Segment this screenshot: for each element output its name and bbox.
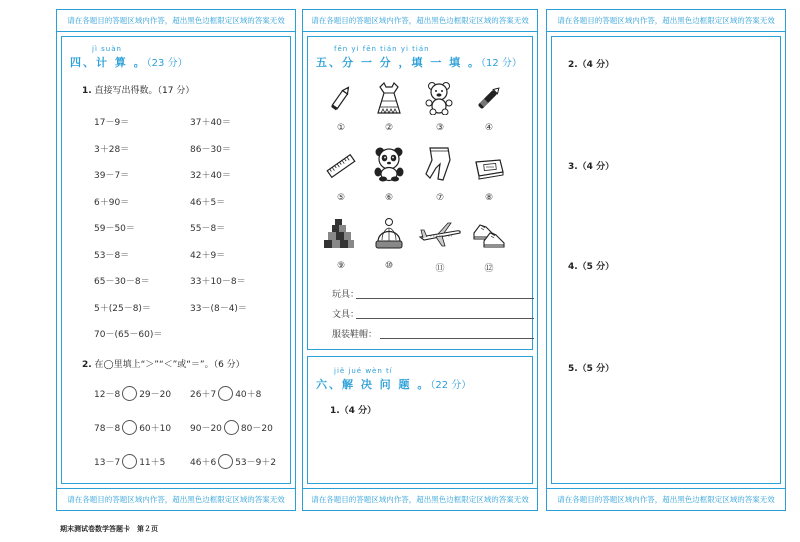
compare-blank-circle[interactable] [218,386,233,401]
bottom-notice: 请在各题目的答题区域内作答，超出黑色边框限定区域的答案无效 [303,488,537,510]
equation-item: 37＋40＝ [190,118,231,128]
compare-row: 13－7 11＋5 [94,454,165,469]
pants-icon [422,147,456,181]
teddy-bear-icon [422,81,456,115]
equation-item: 33－(8－4)＝ [190,303,247,314]
answer-line-stationery[interactable] [356,318,534,319]
sneakers-icon [472,217,506,251]
bottom-notice: 请在各题目的答题区域内作答，超出黑色边框限定区域的答案无效 [57,488,295,510]
compare-row: 90－20 80－20 [190,420,273,435]
category-label-stationery: 文具： [332,310,360,320]
question-2-title: 2. 在◯里填上“＞”“＜”或“＝”。（6 分） [82,360,245,370]
equation-item: 70－(65－60)＝ [94,330,163,340]
compare-row: 78－8 60＋10 [94,420,171,435]
section-4-pinyin: jì suàn [92,45,122,53]
question-1-title: 1. 直接写出得数。（17 分） [82,86,195,96]
equation-item: 6＋90＝ [94,197,130,208]
compare-blank-circle[interactable] [122,386,137,401]
item-number: ④ [484,123,494,133]
answer-column-2 [302,9,538,511]
item-number: ⑪ [435,264,445,274]
section-5-pinyin: fēn yi fēn tián yi tián [334,45,430,53]
section-6-continued-box [551,36,781,484]
answer-column-1 [56,9,296,511]
bottom-notice: 请在各题目的答题区域内作答，超出黑色边框限定区域的答案无效 [547,488,785,510]
category-label-clothing: 服装鞋帽： [332,330,378,340]
section-5-title: 五、分 一 分 ，填 一 填 。（12 分） [316,56,522,69]
equation-item: 3＋28＝ [94,144,130,155]
section-4-box [61,36,291,484]
category-label-toys: 玩具： [332,290,360,300]
item-number: ⑧ [484,193,494,203]
item-number: ⑤ [336,193,346,203]
answer-column-3 [546,9,786,511]
top-notice: 请在各题目的答题区域内作答，超出黑色边框限定区域的答案无效 [303,10,537,32]
compare-row: 46＋6 53－9＋2 [190,454,276,469]
equation-item: 32＋40＝ [190,171,231,181]
equation-item: 65－30－8＝ [94,277,150,287]
item-number: ⑥ [384,193,394,203]
problem-4-label: 4.（5 分） [568,262,615,272]
top-notice: 请在各题目的答题区域内作答，超出黑色边框限定区域的答案无效 [57,10,295,32]
compare-blank-circle[interactable] [122,420,137,435]
page-footer: 期末测试卷数学答题卡 第２页 [60,525,158,533]
compare-blank-circle[interactable] [218,454,233,469]
pen-icon [472,81,506,115]
compare-row: 12－8 29－20 [94,386,171,401]
section-6-pinyin: jiě jué wèn tí [334,367,393,375]
section-5-box [307,36,533,350]
item-number: ② [384,123,394,133]
item-number: ⑨ [336,261,346,271]
equation-item: 5＋(25－8)＝ [94,303,151,314]
answer-line-toys[interactable] [356,298,534,299]
equation-item: 33＋10－8＝ [190,277,246,287]
equation-item: 46＋5＝ [190,197,226,208]
item-number: ③ [435,123,445,133]
section-6-title: 六、解 决 问 题 。（22 分） [316,378,472,391]
knit-hat-icon [372,217,406,251]
blocks-icon [322,217,356,251]
item-number: ① [336,123,346,133]
equation-item: 86－30＝ [190,144,231,155]
section-6-box [307,356,533,484]
section-4-title: 四、计 算 。（23 分） [70,56,188,69]
equation-item: 55－8＝ [190,224,226,234]
problem-2-label: 2.（4 分） [568,60,615,70]
compare-blank-circle[interactable] [122,454,137,469]
problem-3-label: 3.（4 分） [568,162,615,172]
problem-5-label: 5.（5 分） [568,364,615,374]
item-number: ⑩ [384,261,394,271]
compare-blank-circle[interactable] [224,420,239,435]
compare-row: 26＋7 40＋8 [190,386,261,401]
equation-item: 59－50＝ [94,224,135,234]
top-notice: 请在各题目的答题区域内作答，超出黑色边框限定区域的答案无效 [547,10,785,32]
item-number: ⑦ [435,193,445,203]
equation-item: 39－7＝ [94,171,130,181]
pencil-icon [324,81,358,115]
airplane-icon [418,217,462,251]
panda-icon [372,147,406,181]
dress-icon [372,81,406,115]
equation-item: 42＋9＝ [190,250,226,261]
ruler-icon [324,149,358,183]
equation-item: 53－8＝ [94,250,130,261]
answer-line-clothing[interactable] [380,338,534,339]
problem-1-label: 1.（4 分） [330,406,377,416]
item-number: ⑫ [484,264,494,274]
equation-item: 17－9＝ [94,118,130,128]
pencil-case-icon [472,151,506,185]
